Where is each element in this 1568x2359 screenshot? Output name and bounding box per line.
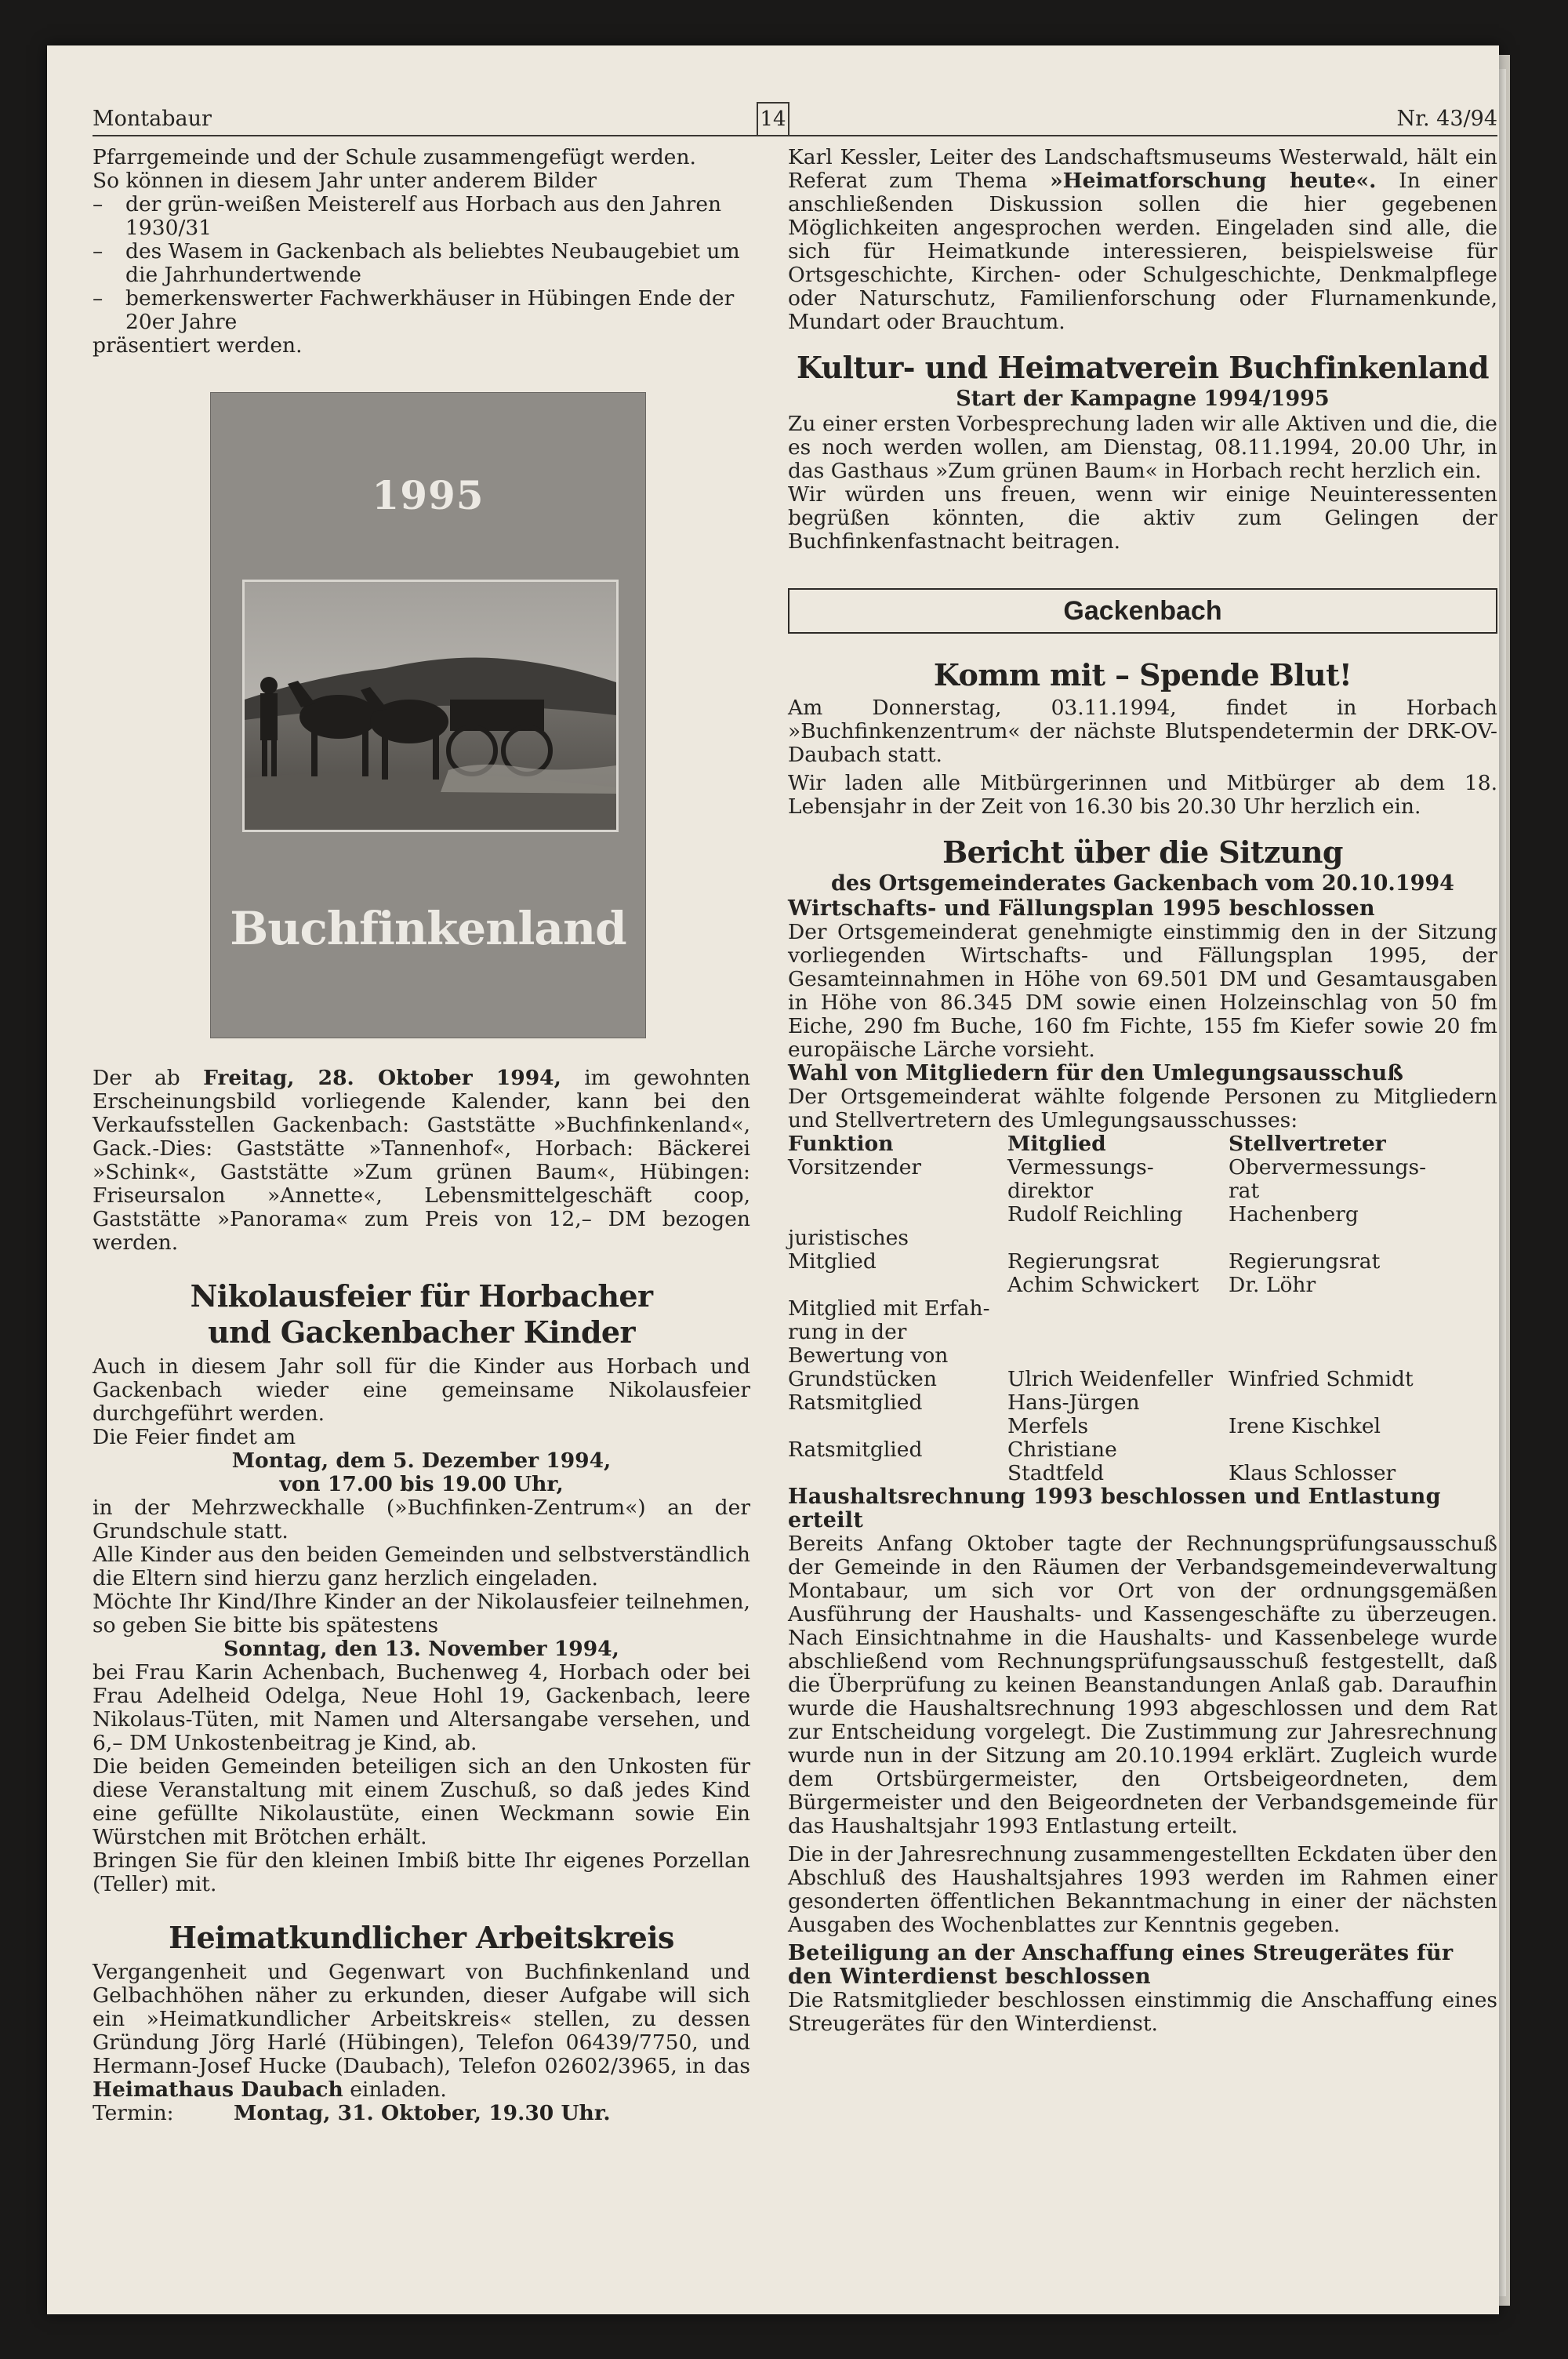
nikolaus-title-2: und Gackenbacher Kinder (208, 1314, 635, 1350)
calendar-text-part: Der ab (93, 1066, 204, 1090)
blut-p2: Wir laden alle Mitbürgerinnen und Mitbürger ab dem 18. Lebensjahr in der Zeit von 16.30 bis 20.30 Uhr herzlich ein. (788, 771, 1497, 819)
table-cell: juristisches (788, 1226, 909, 1250)
nikolaus-date-2: von 17.00 bis 19.00 Uhr, (279, 1472, 564, 1496)
table-cell: rat (1229, 1179, 1260, 1203)
table-cell: Irene Kischkel (1229, 1414, 1381, 1438)
blut-title: Komm mit – Spende Blut! (933, 657, 1352, 692)
table-cell: Obervermessungs- (1229, 1155, 1427, 1180)
table-cell (788, 1180, 1007, 1203)
table-cell (788, 1203, 1007, 1227)
page-content (93, 100, 1497, 2125)
kultur-subtitle: Start der Kampagne 1994/1995 (956, 387, 1330, 411)
sitzung-p4: Die in der Jahresrechnung zusammengestellten Eckdaten über den Abschluß des Haushaltsjahres 1993 werden im Rahmen einer gesonderten öffentlichen Bekanntmachung in einer der nächsten Ausgaben des Wochenblattes zur Kenntnis gegeben. (788, 1842, 1497, 1937)
sitzung-p2: Der Ortsgemeinderat wählte folgende Personen zu Mitgliedern und Stellvertretern des Umlegungsausschusses: (788, 1085, 1497, 1132)
table-cell: Vermessungs- (1007, 1155, 1154, 1180)
table-cell (788, 1415, 1007, 1438)
nikolaus-p6: bei Frau Karin Achenbach, Buchenweg 4, Horbach oder bei Frau Adelheid Odelga, Neue Hohl 19, Gackenbach, leere Nikolaus-Tüten, mit Namen und Altersangabe versehen, und 6,– DM Unkostenbeitrag je Kind, ab. (93, 1660, 750, 1755)
table-cell (1229, 1321, 1497, 1344)
heimat-venue: Heimathaus Daubach (93, 2077, 343, 2102)
table-cell: Bewertung von (788, 1343, 949, 1368)
sitzung-h3: Haushaltsrechnung 1993 beschlossen und Entlastung erteilt (788, 1485, 1441, 1532)
committee-table (788, 1132, 1497, 1156)
sitzung-h1: Wirtschafts- und Fällungsplan 1995 beschlossen (788, 896, 1375, 921)
calendar-title: Buchfinkenland (230, 902, 626, 955)
table-cell: Ratsmitglied (788, 1390, 923, 1415)
heimat-termin (93, 2102, 750, 2125)
newspaper-page (47, 45, 1499, 2314)
table-cell: Mitglied (788, 1249, 877, 1274)
sitzung-h4: Beteiligung an der Anschaffung eines Streugerätes für den Winterdienst beschlossen (788, 1941, 1454, 1989)
kessler-topic: »Heimatforschung heute«. (1050, 169, 1377, 193)
calendar-date: Freitag, 28. Oktober 1994, (203, 1066, 561, 1090)
nikolaus-date-3: Sonntag, den 13. November 1994, (223, 1637, 619, 1661)
nikolaus-p5: Möchte Ihr Kind/Ihre Kinder an der Nikolausfeier teilnehmen, so geben Sie bitte bis spätestens (93, 1590, 750, 1637)
list-item: – der grün-weißen Meisterelf aus Horbach aus den Jahren 1930/31 (93, 193, 750, 240)
header-page-number: 14 (757, 102, 789, 136)
table-cell: direktor (1007, 1179, 1094, 1203)
sitzung-p5: Die Ratsmitglieder beschlossen einstimmig die Anschaffung eines Streugerätes für den Winterdienst. (788, 1988, 1497, 2036)
table-cell: Vorsitzender (788, 1155, 922, 1180)
table-cell: rung in der (788, 1320, 907, 1344)
header-town: Montabaur (93, 107, 212, 131)
sitzung-h2: Wahl von Mitgliedern für den Umlegungsausschuß (788, 1061, 1404, 1085)
heimat-text-part: Vergangenheit und Gegenwart von Buchfinkenland und Gelbachhöhen näher zu erkunden, dieser Aufgabe will sich ein »Heimatkundlicher Arbeitskreis« stellen, zu dessen Gründung Jörg Harlé (Hübingen), Telefon 06439/7750, und Hermann-Josef Hucke (Daubach), Telefon 02602/3965, in das (93, 1960, 750, 2078)
left-column (93, 146, 750, 2125)
right-column (788, 146, 1497, 2036)
table-cell: Achim Schwickert (1007, 1273, 1200, 1297)
list-item: – des Wasem in Gackenbach als beliebtes Neubaugebiet um die Jahrhundertwende (93, 240, 750, 287)
table-cell: Stadtfeld (1007, 1461, 1105, 1485)
calendar-photo-horses (242, 580, 619, 832)
committee-table-body (788, 1156, 1497, 1485)
nikolaus-p7: Die beiden Gemeinden beteiligen sich an den Unkosten für diese Veranstaltung mit einem Zuschuß, so daß jedes Kind eine gefüllte Nikolaustüte, einen Weckmann sowie Ein Würstchen mit Brötchen erhält. (93, 1754, 750, 1849)
kultur-p2: Wir würden uns freuen, wenn wir einige Neuinteressenten begrüßen könnten, die aktiv zum Gelingen der Buchfinkenfastnacht beitragen. (788, 482, 1497, 554)
nikolaus-title-1: Nikolausfeier für Horbacher (190, 1278, 653, 1314)
table-cell (788, 1462, 1007, 1485)
table-cell: Christiane (1007, 1438, 1117, 1462)
blut-p1: Am Donnerstag, 03.11.1994, findet in Horbach »Buchfinkenzentrum« der nächste Blutspendetermin der DRK-OV-Daubach statt. (788, 696, 1497, 767)
table-cell (1229, 1227, 1497, 1250)
sitzung-subtitle: des Ortsgemeinderates Gackenbach vom 20.10.1994 (831, 871, 1454, 896)
table-cell (1229, 1391, 1497, 1415)
table-cell: Grundstücken (788, 1367, 937, 1391)
table-header: Stellvertreter (1229, 1132, 1386, 1156)
table-cell (1229, 1297, 1497, 1321)
termin-label: Termin: (93, 2101, 174, 2125)
heimat-title: Heimatkundlicher Arbeitskreis (169, 1920, 674, 1955)
calendar-text (93, 1067, 750, 1255)
calendar-text-part: im gewohnten Erscheinungsbild vorliegende Kalender, kann bei den Verkaufsstellen Gackenbach: Gaststätte »Buchfinkenland«, Gack.-Dies: Gaststätte »Tannenhof«, Horbach: Bäckerei »Schink«, Gaststätte »Zum grünen Baum«, Hübingen: Friseursalon »Annette«, Lebensmittelgeschäft coop, Gaststätte »Panorama« zum Preis von 12,– DM bezogen werden. (93, 1066, 750, 1255)
table-header: Funktion (788, 1132, 894, 1156)
header-issue: Nr. 43/94 (1396, 107, 1497, 131)
table-cell: Ratsmitglied (788, 1438, 923, 1462)
kultur-p1: Zu einer ersten Vorbesprechung laden wir alle Aktiven und die, die es noch werden wollen, am Dienstag, 08.11.1994, 20.00 Uhr, in das Gasthaus »Zum grünen Baum« in Horbach recht herzlich ein. (788, 412, 1497, 483)
table-cell: Rudolf Reichling (1007, 1202, 1183, 1227)
nikolaus-p1: Auch in diesem Jahr soll für die Kinder aus Horbach und Gackenbach wieder eine gemeinsame Nikolausfeier durchgeführt werden. (93, 1354, 750, 1426)
intro-line-2: So können in diesem Jahr unter anderem Bilder (93, 169, 597, 193)
heimat-text-part: einladen. (343, 2077, 447, 2102)
photo-topics-list (93, 193, 750, 334)
table-cell (1007, 1344, 1229, 1368)
sitzung-title: Bericht über die Sitzung (942, 834, 1343, 870)
intro-end: präsentiert werden. (93, 333, 303, 358)
table-cell: Dr. Löhr (1229, 1273, 1316, 1297)
section-heading-gackenbach: Gackenbach (788, 588, 1497, 634)
table-cell (788, 1274, 1007, 1297)
nikolaus-p2: Die Feier findet am (93, 1425, 296, 1449)
table-cell: Mitglied mit Erfah- (788, 1296, 990, 1321)
page-header (93, 100, 1497, 136)
table-cell: Merfels (1007, 1414, 1089, 1438)
table-header: Mitglied (1007, 1132, 1106, 1156)
nikolaus-p3: in der Mehrzweckhalle (»Buchfinken-Zentrum«) an der Grundschule statt. (93, 1496, 750, 1543)
kessler-paragraph (788, 146, 1497, 334)
kultur-title: Kultur- und Heimatverein Buchfinkenland (796, 350, 1490, 385)
kessler-text-part: Karl Kessler, Leiter des Landschaftsmuseums Westerwald, hält ein Referat zum Thema (788, 145, 1497, 193)
calendar-year: 1995 (372, 472, 485, 518)
heimat-p1 (93, 1961, 750, 2102)
termin-value: Montag, 31. Oktober, 19.30 Uhr. (234, 2101, 611, 2125)
list-item: – bemerkenswerter Fachwerkhäuser in Hübingen Ende der 20er Jahre (93, 287, 750, 334)
kessler-text-part: In einer anschließenden Diskussion sollen die hier gegebenen Möglichkeiten angesprochen werden. Eingeladen sind alle, die sich für Heimatkunde interessieren, beispielsweise für Ortsgeschichte, Kirchen- oder Schulgeschichte, Denkmalpflege oder Naturschutz, Familienforschung oder Flurnamenkunde, Mundart oder Brauchtum. (788, 169, 1497, 334)
sitzung-p1: Der Ortsgemeinderat genehmigte einstimmig den in der Sitzung vorliegenden Wirtschafts- und Fällungsplan 1995, der Gesamteinnahmen in Höhe von 69.501 DM und Gesamtausgaben in Höhe von 86.345 DM sowie einen Holzeinschlag von 50 fm Eiche, 290 fm Buche, 160 fm Fichte, 155 fm Kiefer sowie 20 fm europäische Lärche vorsieht. (788, 920, 1497, 1062)
table-cell (1007, 1321, 1229, 1344)
table-cell (1229, 1438, 1497, 1462)
table-cell: Klaus Schlosser (1229, 1461, 1396, 1485)
intro-line-1: Pfarrgemeinde und der Schule zusammengefügt werden. (93, 145, 696, 169)
table-cell: Winfried Schmidt (1229, 1367, 1414, 1391)
table-cell: Regierungsrat (1229, 1249, 1381, 1274)
table-cell (1007, 1297, 1229, 1321)
sitzung-p3: Bereits Anfang Oktober tagte der Rechnungsprüfungsausschuß der Gemeinde in den Räumen der Verbandsgemeindeverwaltung Montabaur, um sich vor Ort von der ordnungsgemäßen Ausführung der Haushalts- und Kassengeschäfte zu überzeugen. Nach Einsichtnahme in die Haushalts- und Kassenbelege wurde abschließend vom Rechnungsprüfungsausschuß festgestellt, daß die Überprüfung zu keinen Beanstandungen Anlaß gab. Daraufhin wurde die Haushaltsrechnung 1993 abgeschlossen und dem Rat zur Entscheidung vorgelegt. Die Zustimmung zur Jahresrechnung wurde nun in der Sitzung am 20.10.1994 erklärt. Zugleich wurde dem Ortsbürgermeister, den Ortsbeigeordneten, dem Bürgermeister und den Beigeordneten der Verbandsgemeinde für das Haushaltsjahr 1993 Entlastung erteilt. (788, 1532, 1497, 1838)
table-cell (1007, 1227, 1229, 1250)
horse-team-illustration (245, 582, 616, 830)
nikolaus-p8: Bringen Sie für den kleinen Imbiß bitte Ihr eigenes Porzellan (Teller) mit. (93, 1848, 750, 1896)
table-cell: Regierungsrat (1007, 1249, 1160, 1274)
table-cell (1229, 1344, 1497, 1368)
table-cell: Hans-Jürgen (1007, 1390, 1140, 1415)
table-cell: Hachenberg (1229, 1202, 1359, 1227)
nikolaus-p4: Alle Kinder aus den beiden Gemeinden und selbstverständlich die Eltern sind hierzu ganz herzlich eingeladen. (93, 1543, 750, 1590)
nikolaus-date-1: Montag, dem 5. Dezember 1994, (231, 1448, 612, 1473)
table-cell: Ulrich Weidenfeller (1007, 1367, 1214, 1391)
calendar-cover-image (210, 392, 646, 1038)
